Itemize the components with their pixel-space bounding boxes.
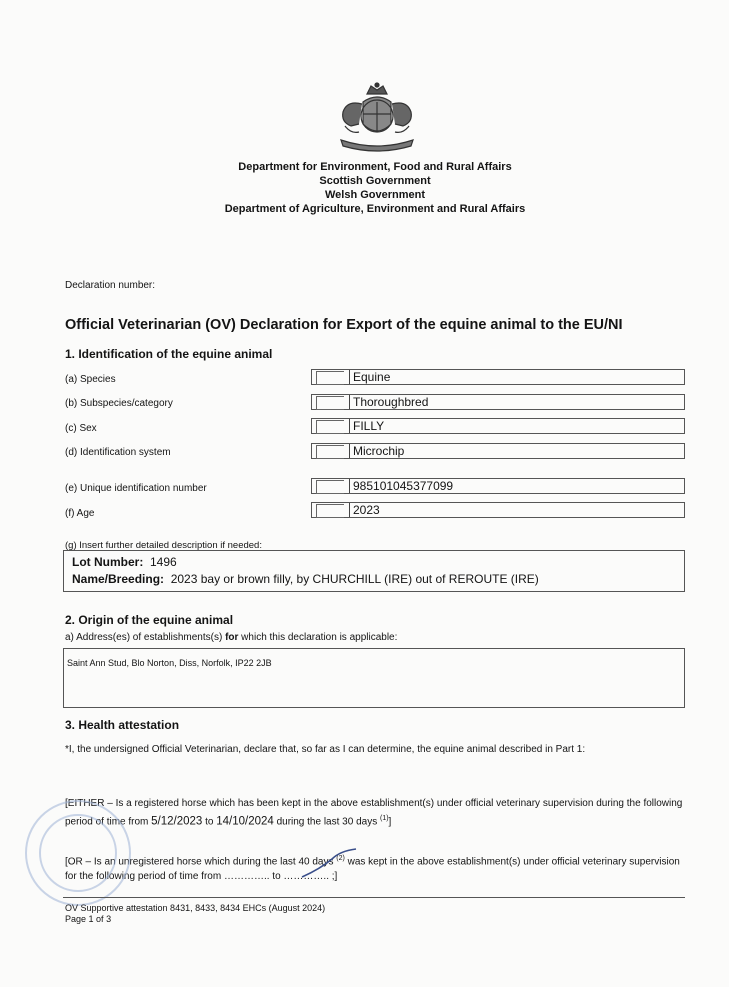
address-label-part2: which this declaration is applicable:	[238, 632, 398, 643]
or-footnote: (2)	[336, 855, 345, 862]
or-text-b: was kept in the above establishment(s) under official veterinary supervision for the following period of time from ………….. to ………….. ;]	[65, 856, 680, 883]
address-label-part1: a) Address(es) of establishments(s)	[65, 632, 226, 643]
description-label: (g) Insert further detailed description if needed:	[65, 540, 262, 551]
name-breeding-value: 2023 bay or brown filly, by CHURCHILL (IRE) out of REROUTE (IRE)	[170, 572, 539, 586]
uid-label: (e) Unique identification number	[65, 483, 207, 494]
subspecies-label: (b) Subspecies/category	[65, 398, 173, 409]
footer	[65, 903, 325, 925]
lot-number-value: 1496	[150, 555, 177, 569]
sex-label: (c) Sex	[65, 423, 97, 434]
page-of: of	[93, 914, 107, 924]
footer-divider	[63, 897, 685, 898]
either-text-c: during the last 30 days	[273, 816, 380, 828]
description-box[interactable]	[63, 550, 685, 592]
species-value: Equine	[349, 370, 390, 384]
dept-defra: Department for Environment, Food and Rural Affairs	[238, 161, 512, 173]
either-clause	[65, 796, 690, 829]
id-system-label: (d) Identification system	[65, 447, 171, 458]
page-prefix: Page	[65, 914, 89, 924]
sex-value: FILLY	[349, 419, 384, 433]
department-names	[0, 160, 729, 216]
subspecies-field[interactable]	[311, 394, 685, 410]
declaration-number-label: Declaration number:	[65, 280, 156, 291]
or-clause	[65, 851, 690, 884]
or-text-a: [OR – Is an unregistered horse which during the last 40 days	[65, 856, 337, 868]
either-text-b: to	[202, 816, 217, 828]
species-label: (a) Species	[65, 374, 116, 385]
lot-number-label: Lot Number:	[72, 555, 144, 569]
page-total: 3	[106, 914, 112, 924]
attestation-intro: *I, the undersigned Official Veterinarian, declare that, so far as I can determine, the equine animal described in Part 1:	[65, 744, 586, 755]
either-text-d: ]	[388, 816, 392, 828]
address-box[interactable]	[63, 648, 685, 708]
royal-crest-logo	[331, 82, 423, 152]
section1-heading: 1. Identification of the equine animal	[65, 347, 273, 361]
page-number: 1	[88, 914, 94, 924]
section3-heading: 3. Health attestation	[65, 718, 180, 732]
age-value: 2023	[349, 503, 380, 517]
either-to-date: 14/10/2024	[216, 815, 274, 828]
uid-value: 985101045377099	[349, 479, 453, 493]
either-footnote: (1)	[379, 815, 389, 822]
name-breeding-label: Name/Breeding:	[72, 572, 165, 586]
strikethrough-mark	[300, 847, 360, 882]
id-system-field[interactable]	[311, 443, 685, 459]
id-system-value: Microchip	[349, 444, 404, 458]
age-label: (f) Age	[65, 508, 95, 519]
species-field[interactable]	[311, 369, 685, 385]
official-stamp-mark	[18, 785, 138, 920]
address-label-for: for	[225, 632, 239, 643]
age-field[interactable]	[311, 502, 685, 518]
sex-field[interactable]	[311, 418, 685, 434]
dept-scottish: Scottish Government	[319, 175, 431, 187]
dept-welsh: Welsh Government	[324, 189, 426, 201]
either-text-a: [EITHER – Is a registered horse which has been kept in the above establishment(s) under official veterinary supervision during the following period of time from	[65, 798, 683, 828]
footer-page	[65, 914, 325, 925]
footer-attestation-ref: OV Supportive attestation 8431, 8433, 8434 EHCs (August 2024)	[65, 903, 326, 913]
address-value: Saint Ann Stud, Blo Norton, Diss, Norfolk, IP22 2JB	[67, 658, 272, 668]
uid-field[interactable]	[311, 478, 685, 494]
subspecies-value: Thoroughbred	[349, 395, 428, 409]
dept-daera: Department of Agriculture, Environment and Rural Affairs	[224, 203, 526, 215]
page-title: Official Veterinarian (OV) Declaration for Export of the equine animal to the EU/NI	[65, 317, 623, 333]
section2-heading: 2. Origin of the equine animal	[65, 613, 234, 627]
address-label	[65, 632, 397, 643]
either-from-date: 5/12/2023	[151, 815, 203, 828]
